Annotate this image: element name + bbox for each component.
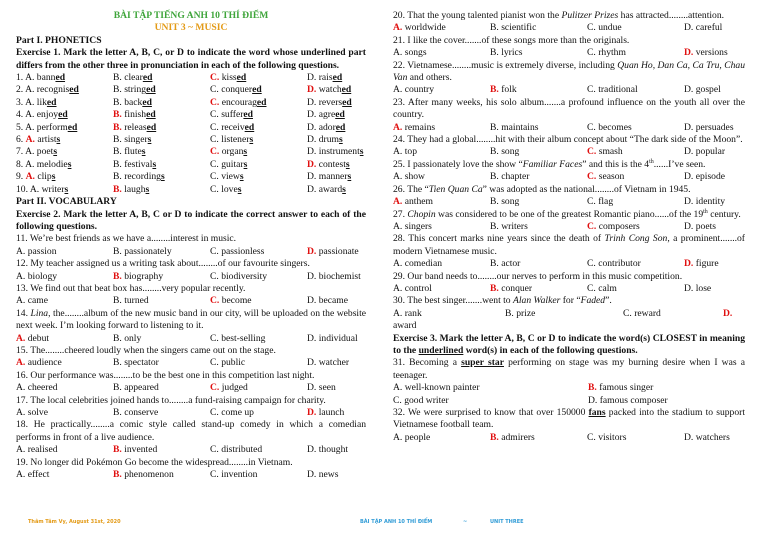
question-text: 29. Our band needs to........our nerves to perform in this music competition.	[393, 270, 683, 282]
answer-option[interactable]: 6. A. artists	[16, 134, 61, 146]
answer-option[interactable]: B. prize	[505, 307, 536, 319]
answer-option[interactable]: B. song	[490, 196, 520, 208]
answer-option[interactable]: B. singers	[113, 134, 152, 146]
phonetics-question	[16, 171, 366, 183]
question-text: 19. No longer did Pokémon Go become the widespread........in Vietnam.	[16, 456, 293, 468]
answer-option[interactable]: 4. A. enjoyed	[16, 109, 68, 121]
question-text: 12. My teacher assigned us a writing task about........of our favourite singers.	[16, 258, 310, 270]
answer-option[interactable]: D. individual	[307, 332, 358, 344]
answer-option[interactable]: D. versions	[684, 47, 728, 59]
answer-options	[16, 382, 366, 394]
footer-author: Thâm Tâm Vy, August 31st, 2020	[28, 519, 121, 525]
answer-option[interactable]: C. biodiversity	[210, 270, 268, 282]
answer-option[interactable]: A. came	[16, 295, 48, 307]
answer-option[interactable]: C. organs	[210, 146, 248, 158]
answer-options	[16, 271, 366, 283]
answer-option[interactable]: B. festivals	[113, 158, 157, 170]
answer-option[interactable]: B. released	[113, 121, 157, 133]
answer-option[interactable]: D. watcher	[307, 357, 350, 369]
answer-option[interactable]: C. traditional	[587, 84, 638, 96]
answer-option[interactable]: B. biography	[113, 270, 164, 282]
answer-option[interactable]: B. finished	[113, 109, 156, 121]
answer-option[interactable]: A. well-known painter	[393, 382, 480, 394]
answer-option[interactable]: C. received	[210, 121, 255, 133]
answer-option[interactable]: D. poets	[684, 220, 716, 232]
answer-options	[16, 407, 366, 419]
answer-option[interactable]: D. news	[307, 469, 339, 481]
footer-unit: UNIT THREE	[490, 519, 524, 525]
answer-option[interactable]: D. awards	[307, 183, 346, 195]
unit-subtitle: UNIT 3 ~ MUSIC	[154, 22, 228, 34]
answer-option[interactable]: B. famous singer	[588, 382, 654, 394]
answer-option[interactable]: D. launch	[307, 407, 345, 418]
question-text: 11. We’re best friends as we have a........interest in music.	[16, 233, 237, 245]
exercise2-instruction: Exercise 2. Mark the letter A, B, C or D to indicate the correct answer to each of the following questions.	[16, 208, 366, 232]
answer-option[interactable]: B. writers	[490, 220, 528, 232]
answer-option[interactable]: C. loves	[210, 183, 242, 195]
answer-option[interactable]: B. maintains	[490, 121, 539, 133]
answer-option[interactable]: C. views	[210, 171, 244, 183]
answer-option[interactable]: B. folk	[490, 84, 517, 96]
right-column	[393, 10, 745, 444]
answer-option[interactable]: C. good writer	[393, 394, 449, 406]
question-text: 18. He practically........a comic style called stand-up comedy in which a comedian performs in front of a live audience.	[16, 419, 366, 443]
question-text: 15. The........cheered loudly when the singers came out on the stage.	[16, 344, 276, 356]
part2-heading: Part II. VOCABULARY	[16, 196, 117, 208]
answer-option[interactable]: C. judged	[210, 382, 248, 394]
answer-option[interactable]: A. comedian	[393, 258, 443, 270]
answer-option[interactable]: 5. A. performed	[16, 121, 78, 133]
part1-heading: Part I. PHONETICS	[16, 34, 102, 46]
question-text: 17. The local celebrities joined hands to........a fund-raising campaign for charity.	[16, 394, 326, 406]
answer-option[interactable]: D. adored	[307, 121, 346, 133]
phonetics-question	[16, 84, 366, 96]
answer-option[interactable]: A. realised	[16, 444, 58, 456]
answer-option[interactable]: A. top	[393, 146, 417, 158]
answer-option[interactable]: C. public	[210, 357, 246, 369]
answer-option[interactable]: A. debut	[16, 332, 50, 344]
answer-option[interactable]: C. rhythm	[587, 47, 626, 59]
answer-options	[16, 444, 366, 456]
answer-options	[16, 357, 366, 369]
answer-option[interactable]: C. contributor	[587, 258, 641, 270]
phonetics-question	[16, 97, 366, 109]
answer-option[interactable]: C. composers	[587, 220, 640, 232]
answer-option[interactable]: 10. A. writers	[16, 183, 69, 195]
answer-option[interactable]: B. recordings	[113, 171, 165, 183]
answer-option[interactable]: C. flag	[587, 196, 614, 208]
answer-options	[393, 382, 745, 394]
answer-option[interactable]: B. conserve	[113, 407, 159, 418]
answer-option[interactable]: B. song	[490, 146, 520, 158]
answer-option[interactable]: C. kissed	[210, 72, 247, 84]
answer-options	[393, 84, 745, 96]
answer-option[interactable]: B. phenomenon	[113, 469, 174, 481]
phonetics-question	[16, 72, 366, 84]
answer-options	[16, 469, 366, 481]
answer-option[interactable]: B. backed	[113, 96, 152, 108]
phonetics-question	[16, 159, 366, 171]
answer-option[interactable]: C. become	[210, 295, 252, 307]
answer-option[interactable]: C. reward	[623, 307, 661, 319]
answer-option[interactable]: A. cheered	[16, 382, 58, 394]
answer-option[interactable]: A. singers	[393, 220, 432, 232]
answer-options	[16, 246, 366, 258]
answer-options	[393, 308, 745, 320]
answer-option[interactable]: C. suffered	[210, 109, 253, 121]
answer-option[interactable]: 1. A. banned	[16, 72, 66, 84]
answer-option[interactable]: C. best-selling	[210, 332, 266, 344]
answer-option[interactable]: D. agreed	[307, 109, 345, 121]
answer-option[interactable]: D. persuades	[684, 121, 734, 133]
answer-option[interactable]: C. becomes	[587, 121, 632, 133]
answer-option[interactable]: D. reversed	[307, 96, 352, 108]
exercise1-instruction: Exercise 1. Mark the letter A, B, C, or D to indicate the word whose underlined part differs from the other three in pronunciation in each of the following questions.	[16, 47, 366, 71]
answer-option[interactable]: C. listeners	[210, 134, 254, 146]
answer-option[interactable]: B. cleared	[113, 72, 153, 84]
answer-option[interactable]: B. invented	[113, 444, 158, 456]
answer-option[interactable]: D. became	[307, 295, 349, 307]
worksheet-title: BÀI TẬP TIẾNG ANH 10 THÍ ĐIỂM	[113, 10, 269, 21]
answer-option[interactable]: B. appeared	[113, 382, 159, 394]
answer-option[interactable]: A. remains	[393, 121, 436, 133]
answer-option[interactable]: C. smash	[587, 146, 623, 158]
answer-option[interactable]: C. come up	[210, 407, 254, 418]
question-text: 13. We find out that beat box has........very popular recently.	[16, 282, 246, 294]
page-footer	[0, 516, 761, 526]
answer-option[interactable]: A. country	[393, 84, 435, 96]
answer-option[interactable]: B. turned	[113, 295, 149, 307]
answer-option[interactable]: B. passionately	[113, 245, 172, 257]
answer-option[interactable]: B. chapter	[490, 171, 530, 183]
answer-option[interactable]: B. conquer	[490, 282, 533, 294]
answer-option[interactable]: D. episode	[684, 171, 726, 183]
question-text: 16. Our performance was........to be the best one in this competition last night.	[16, 369, 315, 381]
answer-option[interactable]: 8. A. melodies	[16, 158, 72, 170]
question-text: 23. After many weeks, his solo album.......a profound influence on the youth all over the country.	[393, 96, 745, 121]
answer-option[interactable]: D. popular	[684, 146, 726, 158]
answer-option[interactable]: 7. A. poets	[16, 146, 58, 158]
question-text: 22. Vietnamese........music is extremely diverse, including Quan Ho, Dan Ca, Ca Tru, Chau Van and others.	[393, 59, 746, 84]
answer-option[interactable]: D. watchers	[684, 431, 730, 443]
answer-option[interactable]: D. instruments	[307, 146, 364, 158]
answer-option[interactable]: C. conquered	[210, 84, 262, 96]
answer-option[interactable]: A. audience	[16, 357, 62, 369]
answer-option[interactable]: A. people	[393, 431, 431, 443]
answer-options	[393, 395, 745, 407]
answer-option[interactable]: 2. A. recognised	[16, 84, 79, 96]
answer-option[interactable]: C. calm	[587, 282, 617, 294]
phonetics-question	[16, 134, 366, 146]
answer-option[interactable]: A. show	[393, 171, 425, 183]
answer-option[interactable]: A. control	[393, 282, 432, 294]
answer-option[interactable]: B. laughs	[113, 183, 150, 195]
question-text: 27. Chopin was considered to be one of the greatest Romantic piano......of the 19th century.	[393, 208, 741, 220]
question-text: 24. They had a global........hit with their album concept about “The dark side of the Moon”.	[393, 134, 743, 146]
question-text: 32. We were surprised to know that over 150000 fans packed into the stadium to support Vietnamese football team.	[393, 407, 745, 431]
vocabulary-questions-left	[16, 233, 366, 481]
left-column	[16, 10, 366, 481]
answer-option[interactable]: B. spectator	[113, 357, 159, 369]
answer-option[interactable]: A. rank	[393, 307, 422, 319]
answer-option[interactable]: A. songs	[393, 47, 427, 59]
answer-options	[393, 146, 745, 158]
answer-option[interactable]: A. passion	[16, 245, 57, 257]
exercise3-instruction: Exercise 3. Mark the letter A, B, C or D to indicate the word(s) CLOSEST in meaning to the underlined word(s) in each of the following questions.	[393, 332, 745, 356]
answer-option[interactable]: A. solve	[16, 407, 48, 418]
answer-option[interactable]: D. drums	[307, 134, 343, 146]
answer-options	[16, 333, 366, 345]
question-text: 28. This concert marks nine years since the death of Trinh Cong Son, a prominent.......of modern Vietnamese music.	[393, 233, 746, 257]
answer-option[interactable]: C. guitars	[210, 158, 248, 170]
exercise3-questions	[393, 357, 745, 444]
phonetics-question	[16, 109, 366, 121]
question-text: 31. Becoming a super star performing on stage was my burning desire when I was a teenager.	[393, 357, 745, 381]
answer-options	[16, 295, 366, 307]
phonetics-question	[16, 122, 366, 134]
answer-option[interactable]: B. only	[113, 332, 142, 344]
answer-options	[393, 122, 745, 134]
answer-options	[393, 171, 745, 183]
answer-options	[393, 47, 745, 59]
question-text: 26. The “Tien Quan Ca” was adopted as the national........of Vietnam in 1945.	[393, 183, 691, 195]
answer-option[interactable]: D. raised	[307, 72, 343, 84]
answer-options	[393, 258, 745, 270]
answer-option[interactable]: D. manners	[307, 171, 352, 183]
answer-option[interactable]: D.	[723, 307, 733, 319]
answer-option[interactable]: D. identity	[684, 196, 726, 208]
answer-option[interactable]: D. watched	[307, 84, 352, 96]
answer-option[interactable]: C. undue	[587, 22, 622, 34]
question-text: 14. Lina, the........album of the new music band in our city, will be uploaded on the website next week. I’m looking forward to listening to it.	[16, 307, 367, 332]
phonetics-question	[16, 146, 366, 158]
question-text: 30. The best singer.......went to Alan Walker for “Faded”.	[393, 295, 612, 307]
question-text: 25. I passionately love the show “Familiar Faces” and this is the 4th......I’ve seen.	[393, 158, 706, 170]
answer-option[interactable]: 9. A. clips	[16, 171, 56, 183]
answer-option[interactable]: D. careful	[684, 22, 723, 34]
phonetics-question	[16, 184, 366, 196]
answer-option[interactable]: A. effect	[16, 469, 50, 481]
answer-option[interactable]: B. admirers	[490, 431, 535, 443]
vocabulary-questions-right	[393, 10, 745, 333]
answer-option[interactable]: C. passionless	[210, 245, 265, 257]
answer-option[interactable]: D. lose	[684, 282, 712, 294]
answer-option[interactable]: A. worldwide	[393, 22, 446, 34]
answer-option[interactable]: B. actor	[490, 258, 521, 270]
answer-option[interactable]: C. invention	[210, 469, 258, 481]
answer-option[interactable]: B. stringed	[113, 84, 156, 96]
answer-option[interactable]: 3. A. liked	[16, 96, 57, 108]
answer-option[interactable]: D. thought	[307, 444, 349, 456]
answer-option[interactable]: C. distributed	[210, 444, 263, 456]
answer-options	[393, 22, 745, 34]
answer-option[interactable]: D. passionate	[307, 245, 359, 257]
answer-option[interactable]: B. scientific	[490, 22, 537, 34]
answer-option[interactable]: D. famous composer	[588, 394, 668, 406]
answer-option[interactable]: C. encouraged	[210, 96, 267, 108]
answer-option[interactable]: D. gospel	[684, 84, 721, 96]
answer-option[interactable]: C. season	[587, 171, 625, 183]
question-text: 21. I like the cover.......of these songs more than the originals.	[393, 34, 630, 46]
answer-option[interactable]: D. contests	[307, 158, 350, 170]
phonetics-questions	[16, 72, 366, 196]
answer-options	[393, 221, 745, 233]
answer-option[interactable]: D. biochemist	[307, 270, 361, 282]
answer-option[interactable]: D. seen	[307, 382, 336, 394]
answer-option[interactable]: B. lyrics	[490, 47, 523, 59]
answer-option[interactable]: D. figure	[684, 258, 719, 270]
answer-options	[393, 196, 745, 208]
question-text: 20. That the young talented pianist won the Pulitzer Prizes has attracted........attention.	[393, 10, 725, 21]
footer-separator: ~	[463, 519, 468, 525]
answer-option[interactable]: C. visitors	[587, 431, 627, 443]
footer-doc-title: BÀI TẬP ANH 10 THÍ ĐIỂM	[360, 519, 433, 525]
answer-options	[393, 283, 745, 295]
answer-option-continued: award	[393, 320, 417, 332]
answer-option[interactable]: A. biology	[16, 270, 58, 282]
answer-options	[393, 432, 745, 444]
answer-option[interactable]: B. flutes	[113, 146, 146, 158]
answer-option[interactable]: A. anthem	[393, 196, 433, 208]
